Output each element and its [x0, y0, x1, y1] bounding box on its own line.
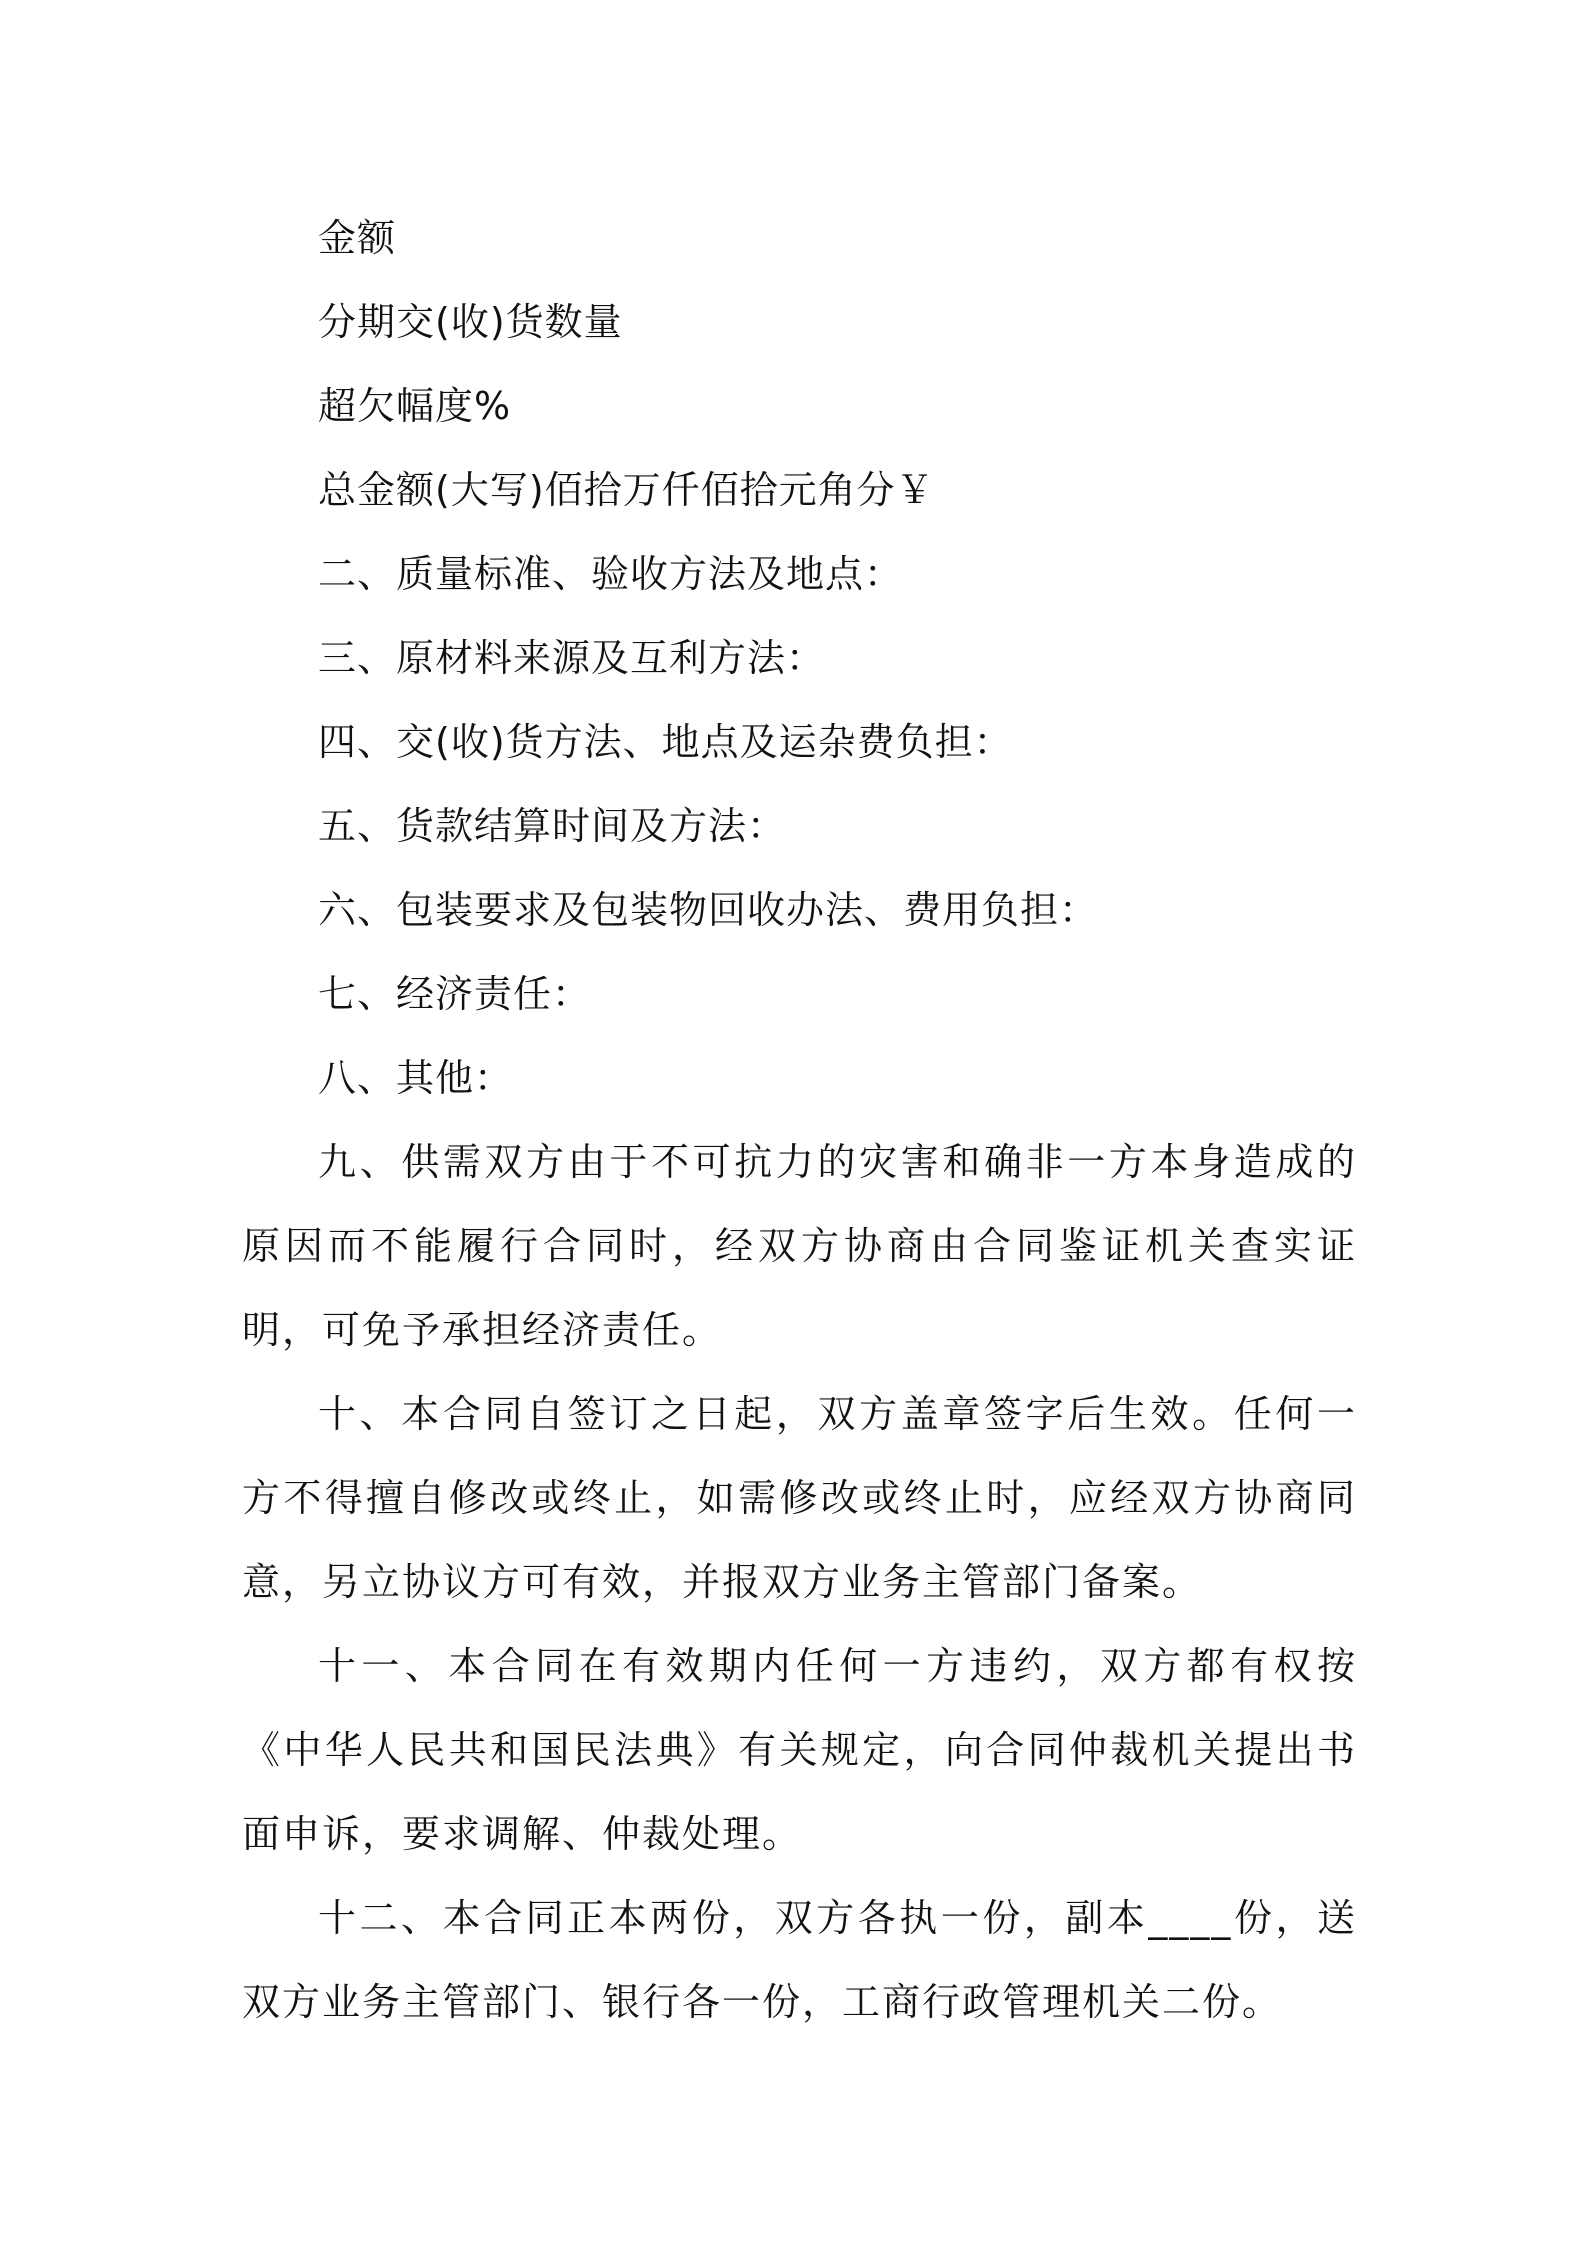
clause-6: 六、包装要求及包装物回收办法、费用负担：	[318, 888, 1099, 932]
clause-2: 二、质量标准、验收方法及地点：	[318, 552, 904, 596]
clause-10: 十、本合同自签订之日起，双方盖章签字后生效。任何一方不得擅自修改或终止，如需修改或终止时，应经双方协商同意，另立协议方可有效，并报双方业务主管部门备案。	[242, 1392, 1357, 1604]
clause-3: 三、原材料来源及互利方法：	[318, 636, 826, 680]
item-total-amount: 总金额(大写)佰拾万仟佰拾元角分￥	[318, 468, 935, 512]
clause-8: 八、其他：	[318, 1056, 514, 1100]
item-amount: 金额	[318, 216, 397, 260]
clause-12: 十二、本合同正本两份，双方各执一份，副本____份，送双方业务主管部门、银行各一份，工商行政管理机关二份。	[242, 1896, 1357, 2024]
item-variance: 超欠幅度%	[318, 384, 512, 428]
clause-9: 九、供需双方由于不可抗力的灾害和确非一方本身造成的原因而不能履行合同时，经双方协商由合同鉴证机关查实证明，可免予承担经济责任。	[242, 1140, 1357, 1352]
clause-11: 十一、本合同在有效期内任何一方违约，双方都有权按《中华人民共和国民法典》有关规定，向合同仲裁机关提出书面申诉，要求调解、仲裁处理。	[242, 1644, 1357, 1856]
contract-body	[242, 196, 1357, 2044]
item-installment-quantity: 分期交(收)货数量	[318, 300, 623, 344]
clause-4: 四、交(收)货方法、地点及运杂费负担：	[318, 720, 1013, 764]
clause-5: 五、货款结算时间及方法：	[318, 804, 787, 848]
clause-7: 七、经济责任：	[318, 972, 592, 1016]
